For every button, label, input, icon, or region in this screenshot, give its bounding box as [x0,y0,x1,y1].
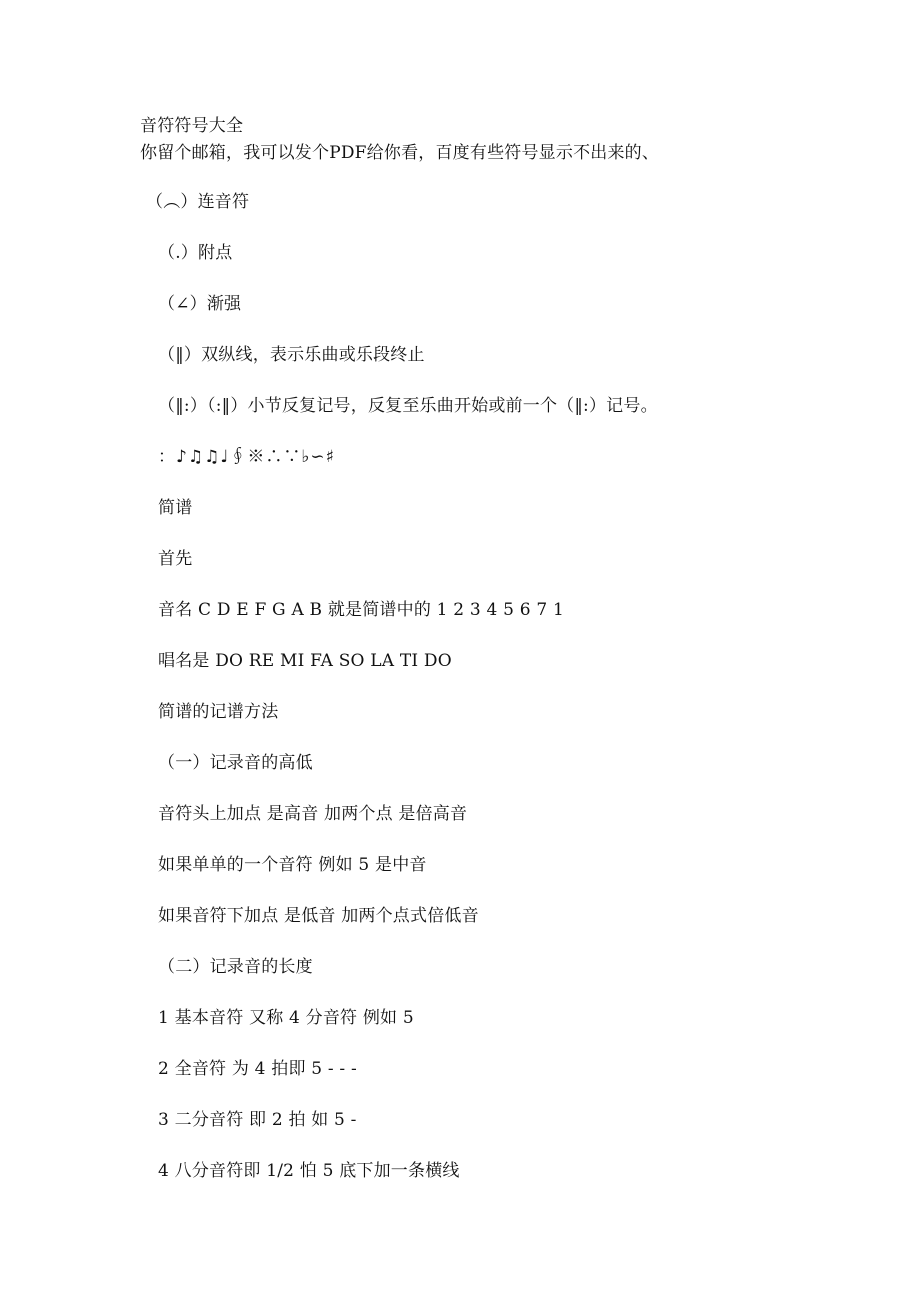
intro-text: 你留个邮箱，我可以发个PDF给你看，百度有些符号显示不出来的、 [140,143,660,163]
text-line: 4 八分音符即 1/2 怕 5 底下加一条横线 [158,1161,460,1181]
text-line: 首先 [158,549,193,569]
text-line: 2 全音符 为 4 拍即 5 - - - [158,1059,357,1079]
text-line: （二）记录音的长度 [158,957,313,977]
text-line: （‖）双纵线，表示乐曲或乐段终止 [158,345,425,365]
text-line: （‖:）（:‖）小节反复记号，反复至乐曲开始或前一个（‖:）记号。 [158,396,658,416]
text-line: 3 二分音符 即 2 拍 如 5 - [158,1110,357,1130]
text-line: 1 基本音符 又称 4 分音符 例如 5 [158,1008,414,1028]
text-line: 音符头上加点 是高音 加两个点 是倍高音 [158,804,468,824]
document-title: 音符符号大全 [140,116,244,136]
text-line: （︵）连音符 [146,192,250,212]
text-line: （∠）渐强 [158,294,242,314]
text-line: 如果单单的一个音符 例如 5 是中音 [158,855,427,875]
text-line: 简谱 [158,498,193,518]
text-line: （.）附点 [158,243,233,263]
text-line: 音名 C D E F G A B 就是简谱中的 1 2 3 4 5 6 7 1 [158,600,564,620]
text-line: 如果音符下加点 是低音 加两个点式倍低音 [158,906,479,926]
text-line: 简谱的记谱方法 [158,702,279,722]
text-line: 唱名是 DO RE MI FA SO LA TI DO [158,651,452,671]
text-line: （一）记录音的高低 [158,753,313,773]
music-symbols-line: ：♪♫♫♩∮※∴∵♭∽♯ [158,447,335,467]
